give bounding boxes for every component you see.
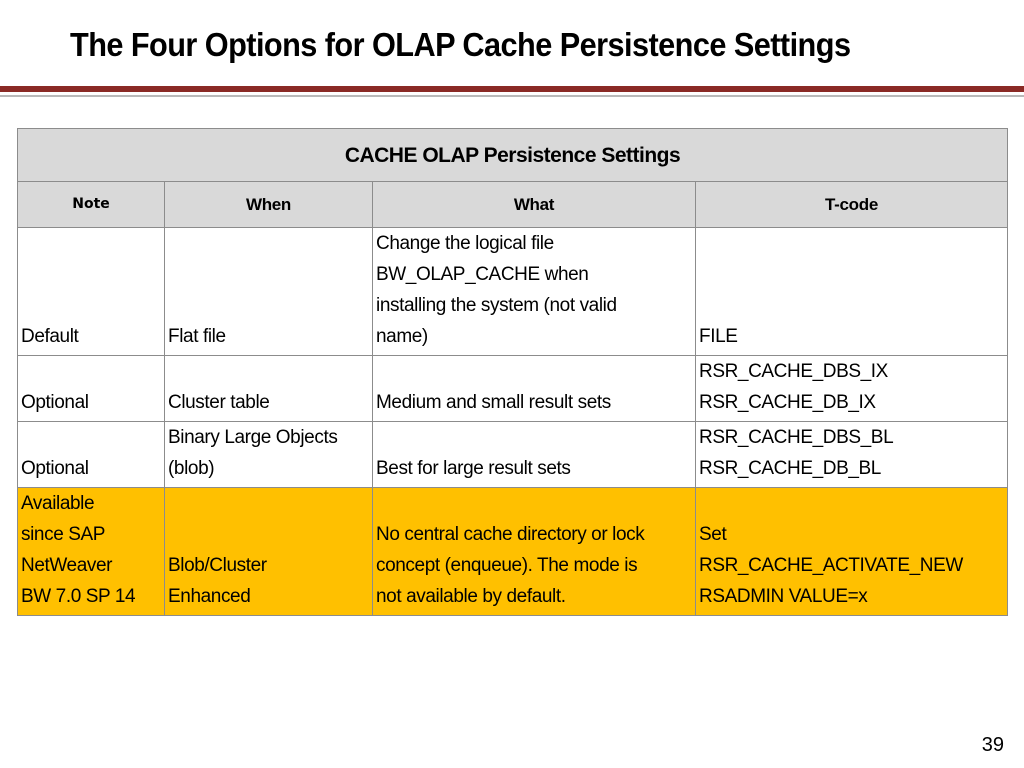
title-divider-shadow bbox=[0, 95, 1024, 97]
cell-tcode bbox=[696, 356, 1008, 422]
table-row bbox=[18, 422, 1008, 488]
cell-line: not available by default. bbox=[376, 586, 566, 607]
cell-line: Optional bbox=[21, 458, 89, 479]
table-header-row bbox=[18, 182, 1008, 228]
title-divider bbox=[0, 86, 1024, 92]
cell-line: Binary Large Objects bbox=[168, 427, 338, 448]
cell-what bbox=[373, 356, 696, 422]
cell-line: Enhanced bbox=[168, 586, 251, 607]
cell-line: installing the system (not valid bbox=[376, 295, 617, 316]
column-header-what: What bbox=[373, 182, 696, 228]
cell-note bbox=[18, 422, 165, 488]
cell-line: FILE bbox=[699, 326, 738, 347]
cell-line: Flat file bbox=[168, 326, 226, 347]
cell-line: RSR_CACHE_ACTIVATE_NEW bbox=[699, 555, 963, 576]
cell-line: Medium and small result sets bbox=[376, 392, 611, 413]
cell-line: since SAP bbox=[21, 524, 106, 545]
column-header-tcode: T-code bbox=[696, 182, 1008, 228]
slide-title: The Four Options for OLAP Cache Persistence Settings bbox=[70, 26, 851, 63]
cell-line: RSR_CACHE_DBS_BL bbox=[699, 427, 894, 448]
cell-line: Cluster table bbox=[168, 392, 270, 413]
page-number: 39 bbox=[981, 734, 1004, 756]
cell-line: name) bbox=[376, 326, 428, 347]
cell-line: Optional bbox=[21, 392, 89, 413]
cell-what bbox=[373, 422, 696, 488]
table-caption-row bbox=[18, 129, 1008, 182]
cell-tcode bbox=[696, 422, 1008, 488]
cell-line: concept (enqueue). The mode is bbox=[376, 555, 638, 576]
cell-when bbox=[165, 422, 373, 488]
column-header-note: Note bbox=[18, 182, 165, 228]
cell-tcode bbox=[696, 228, 1008, 356]
cell-line: Change the logical file bbox=[376, 233, 554, 254]
table-caption: CACHE OLAP Persistence Settings bbox=[18, 129, 1008, 182]
cell-note bbox=[18, 228, 165, 356]
cell-line: BW_OLAP_CACHE when bbox=[376, 264, 589, 285]
cell-when bbox=[165, 356, 373, 422]
cell-what bbox=[373, 488, 696, 616]
column-header-when: When bbox=[165, 182, 373, 228]
cell-line: RSR_CACHE_DBS_IX bbox=[699, 361, 888, 382]
cell-line: RSR_CACHE_DB_BL bbox=[699, 458, 881, 479]
cell-line: RSADMIN VALUE=x bbox=[699, 586, 868, 607]
cell-line: Default bbox=[21, 326, 79, 347]
table-row bbox=[18, 356, 1008, 422]
cell-line: NetWeaver bbox=[21, 555, 113, 576]
cell-note bbox=[18, 356, 165, 422]
cell-line: No central cache directory or lock bbox=[376, 524, 645, 545]
cell-line: BW 7.0 SP 14 bbox=[21, 586, 136, 607]
cell-what bbox=[373, 228, 696, 356]
cell-line: Available bbox=[21, 493, 95, 514]
persistence-settings-table bbox=[17, 128, 1008, 616]
table-row bbox=[18, 228, 1008, 356]
cell-note bbox=[18, 488, 165, 616]
table-row-highlighted bbox=[18, 488, 1008, 616]
cell-line: Blob/Cluster bbox=[168, 555, 267, 576]
cell-line: RSR_CACHE_DB_IX bbox=[699, 392, 876, 413]
cell-line: (blob) bbox=[168, 458, 215, 479]
cell-line: Best for large result sets bbox=[376, 458, 571, 479]
cell-tcode bbox=[696, 488, 1008, 616]
cell-when bbox=[165, 228, 373, 356]
cell-line: Set bbox=[699, 524, 727, 545]
cell-when bbox=[165, 488, 373, 616]
